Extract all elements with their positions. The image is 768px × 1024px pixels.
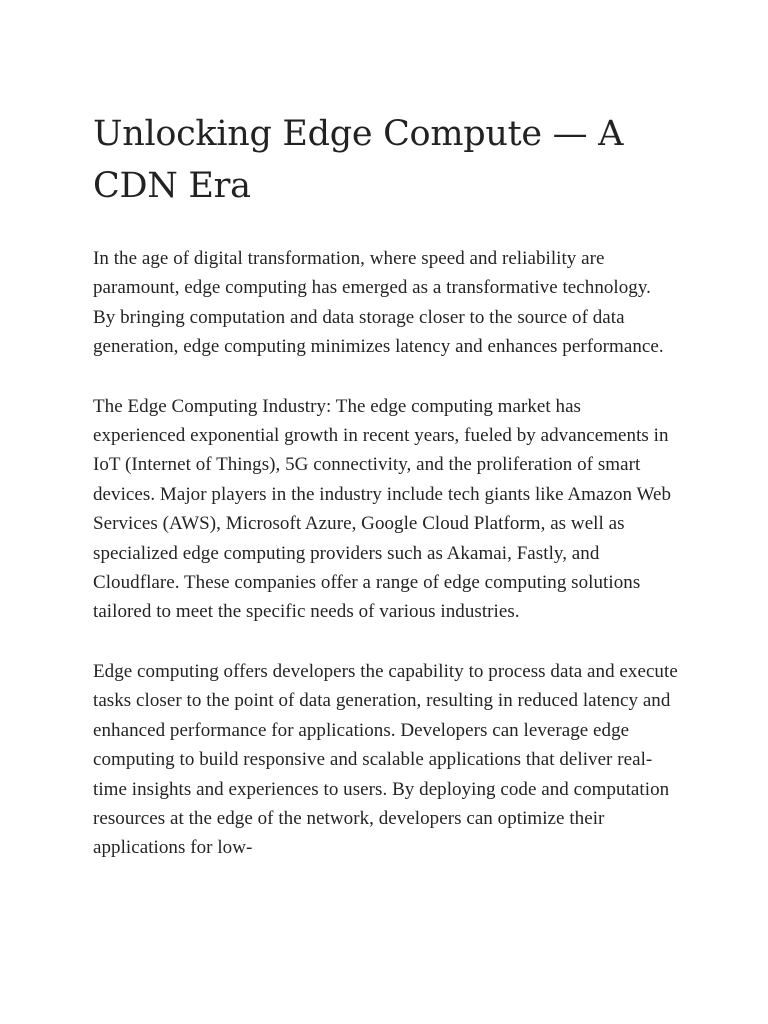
paragraph-developers: Edge computing offers developers the capability to process data and execute tasks closer to the point of data generation, resulting in reduced latency and enhanced performance for applications. Developers can leverage edge computing to build responsive and scalable applications that deliver real-time insights and experiences to users. By deploying code and computation resources at the edge of the network, developers can optimize their applications for low- [93, 660, 678, 859]
article-title: Unlocking Edge Compute — A CDN Era [93, 114, 624, 206]
paragraph-intro: In the age of digital transformation, where speed and reliability are paramount, edge computing has emerged as a transformative technology. By bringing computation and data storage closer to the source of data generation, edge computing minimizes latency and enhances performance. [93, 248, 664, 358]
paragraph-industry: The Edge Computing Industry: The edge computing market has experienced exponential growth in recent years, fueled by advancements in IoT (Internet of Things), 5G connectivity, and the proliferation of smart devices. Major players in the industry include tech giants like Amazon Web Services (AWS), Microsoft Azure, Google Cloud Platform, as well as specialized edge computing providers such as Akamai, Fastly, and Cloudflare. These companies offer a range of edge computing solutions tailored to meet the specific needs of various industries. [93, 395, 672, 623]
article-body [93, 244, 678, 863]
article [93, 108, 678, 893]
